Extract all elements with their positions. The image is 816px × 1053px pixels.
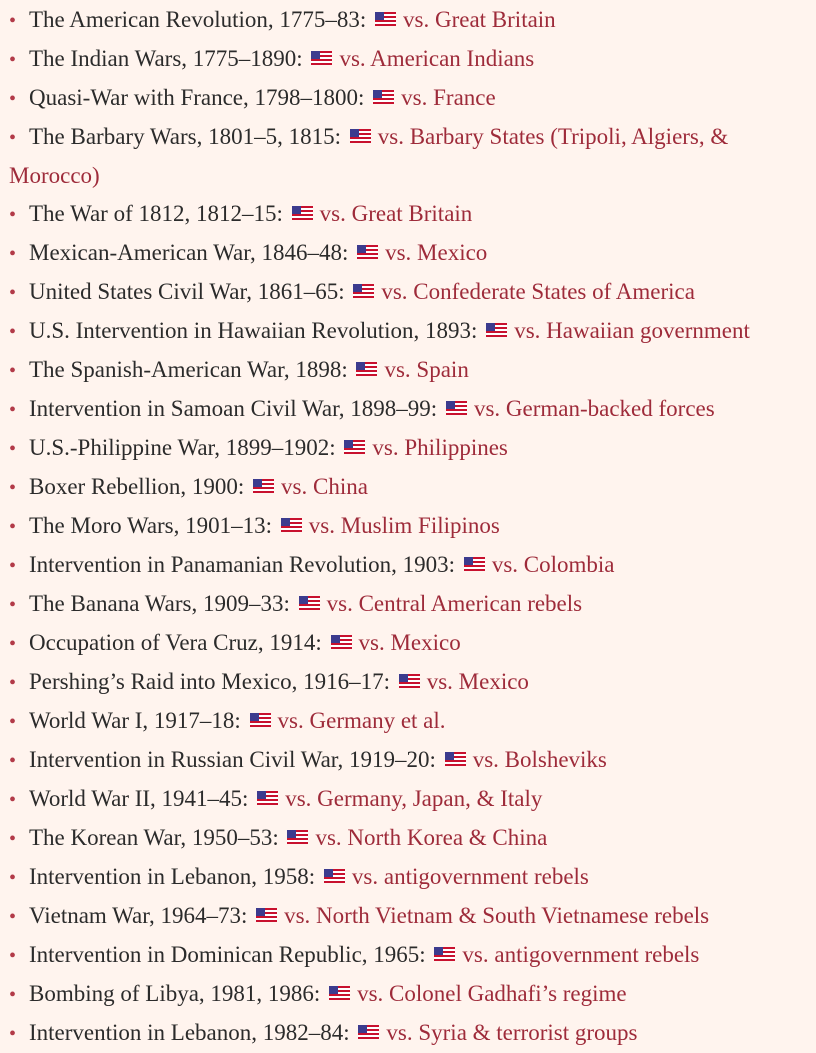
list-item — [9, 40, 816, 79]
list-item — [9, 507, 816, 546]
conflict-name: Mexican-American War, 1846–48: — [29, 240, 349, 265]
bullet: • — [9, 945, 17, 967]
list-item — [9, 936, 816, 975]
conflict-name: United States Civil War, 1861–65: — [29, 279, 345, 304]
us-flag-icon — [344, 440, 365, 454]
us-flag-icon — [353, 284, 374, 298]
bullet: • — [9, 282, 17, 304]
opponent-link[interactable]: vs. France — [401, 85, 496, 110]
bullet: • — [9, 828, 17, 850]
us-flag-icon — [486, 323, 507, 337]
list-item — [9, 780, 816, 819]
us-flag-icon — [281, 518, 302, 532]
bullet: • — [9, 516, 17, 538]
conflict-name: World War II, 1941–45: — [29, 786, 249, 811]
opponent-link[interactable]: vs. Barbary States (Tripoli, Algiers, & Morocco) — [9, 124, 729, 188]
us-flag-icon — [311, 51, 332, 65]
opponent-link[interactable]: vs. Germany, Japan, & Italy — [285, 786, 543, 811]
opponent-link[interactable]: vs. American Indians — [339, 46, 535, 71]
conflict-name: The American Revolution, 1775–83: — [29, 7, 367, 32]
bullet: • — [9, 88, 17, 110]
conflict-name: Vietnam War, 1964–73: — [29, 903, 248, 928]
us-flag-icon — [292, 206, 313, 220]
bullet: • — [9, 594, 17, 616]
conflict-name: Bombing of Libya, 1981, 1986: — [29, 981, 321, 1006]
opponent-link[interactable]: vs. Colombia — [491, 552, 615, 577]
us-flag-icon — [375, 12, 396, 26]
list-item — [9, 702, 816, 741]
conflict-name: Intervention in Samoan Civil War, 1898–99: — [29, 396, 438, 421]
bullet: • — [9, 321, 17, 343]
conflict-name: Intervention in Lebanon, 1958: — [29, 864, 316, 889]
opponent-link[interactable]: vs. Great Britain — [403, 7, 556, 32]
us-flag-icon — [399, 674, 420, 688]
us-flag-icon — [329, 986, 350, 1000]
bullet: • — [9, 906, 17, 928]
list-item — [9, 468, 816, 507]
opponent-link[interactable]: vs. Philippines — [372, 435, 508, 460]
list-item — [9, 351, 816, 390]
conflict-name: Occupation of Vera Cruz, 1914: — [29, 630, 322, 655]
bullet: • — [9, 1023, 17, 1045]
conflict-name: World War I, 1917–18: — [29, 708, 241, 733]
bullet: • — [9, 49, 17, 71]
opponent-link[interactable]: vs. Mexico — [385, 240, 488, 265]
opponent-link[interactable]: vs. Great Britain — [319, 201, 473, 226]
us-flag-icon — [350, 129, 371, 143]
list-item — [9, 1014, 816, 1053]
opponent-link[interactable]: vs. antigovernment rebels — [351, 864, 589, 889]
bullet: • — [9, 399, 17, 421]
list-item — [9, 79, 816, 118]
conflict-name: Quasi-War with France, 1798–1800: — [29, 85, 365, 110]
us-flag-icon — [287, 830, 308, 844]
bullet: • — [9, 672, 17, 694]
opponent-link[interactable]: vs. Bolsheviks — [472, 747, 607, 772]
bullet: • — [9, 10, 17, 32]
opponent-link[interactable]: vs. North Vietnam & South Vietnamese rebels — [284, 903, 710, 928]
conflict-name: The War of 1812, 1812–15: — [29, 201, 283, 226]
us-flag-icon — [250, 713, 271, 727]
conflict-name: The Spanish-American War, 1898: — [29, 357, 348, 382]
conflict-name: U.S.-Philippine War, 1899–1902: — [29, 435, 336, 460]
list-item — [9, 390, 816, 429]
opponent-link[interactable]: vs. Muslim Filipinos — [308, 513, 500, 538]
opponent-link[interactable]: vs. antigovernment rebels — [462, 942, 700, 967]
opponent-link[interactable]: vs. Hawaiian government — [514, 318, 750, 343]
us-flag-icon — [358, 1025, 379, 1039]
list-item — [9, 975, 816, 1014]
us-flag-icon — [373, 90, 394, 104]
us-flag-icon — [331, 635, 352, 649]
bullet: • — [9, 633, 17, 655]
list-item — [9, 897, 816, 936]
bullet: • — [9, 243, 17, 265]
bullet: • — [9, 127, 17, 149]
us-flag-icon — [357, 245, 378, 259]
us-flag-icon — [257, 791, 278, 805]
bullet: • — [9, 204, 17, 226]
us-flag-icon — [253, 479, 274, 493]
opponent-link[interactable]: vs. Mexico — [426, 669, 529, 694]
list-item — [9, 195, 816, 234]
list-item — [9, 312, 816, 351]
list-item — [9, 741, 816, 780]
bullet: • — [9, 750, 17, 772]
opponent-link[interactable]: vs. Syria & terrorist groups — [386, 1020, 638, 1045]
bullet: • — [9, 438, 17, 460]
list-item — [9, 273, 816, 312]
opponent-link[interactable]: vs. German-backed forces — [473, 396, 715, 421]
list-item — [9, 858, 816, 897]
opponent-link[interactable]: vs. Colonel Gadhafi’s regime — [357, 981, 627, 1006]
conflict-name: Boxer Rebellion, 1900: — [29, 474, 245, 499]
list-item — [9, 585, 816, 624]
conflict-name: Intervention in Lebanon, 1982–84: — [29, 1020, 350, 1045]
conflict-name: The Indian Wars, 1775–1890: — [29, 46, 303, 71]
bullet: • — [9, 984, 17, 1006]
conflict-name: The Banana Wars, 1909–33: — [29, 591, 290, 616]
list-item — [9, 546, 816, 585]
opponent-link[interactable]: vs. Central American rebels — [326, 591, 583, 616]
us-flag-icon — [445, 752, 466, 766]
us-flag-icon — [324, 869, 345, 883]
us-flag-icon — [446, 401, 467, 415]
list-item — [9, 234, 816, 273]
conflict-name: The Barbary Wars, 1801–5, 1815: — [29, 124, 341, 149]
list-item — [9, 118, 816, 195]
bullet: • — [9, 360, 17, 382]
bullet: • — [9, 477, 17, 499]
conflict-list — [0, 1, 816, 1053]
opponent-link[interactable]: vs. China — [281, 474, 368, 499]
bullet: • — [9, 711, 17, 733]
conflict-name: The Moro Wars, 1901–13: — [29, 513, 273, 538]
us-flag-icon — [434, 947, 455, 961]
list-item — [9, 1, 816, 40]
conflict-name: Intervention in Dominican Republic, 1965: — [29, 942, 426, 967]
conflict-name: The Korean War, 1950–53: — [29, 825, 279, 850]
opponent-link[interactable]: vs. North Korea & China — [315, 825, 548, 850]
opponent-link[interactable]: vs. Spain — [384, 357, 469, 382]
list-item — [9, 663, 816, 702]
list-item — [9, 429, 816, 468]
conflict-name: U.S. Intervention in Hawaiian Revolution, 1893: — [29, 318, 478, 343]
us-flag-icon — [356, 362, 377, 376]
us-flag-icon — [256, 908, 277, 922]
us-flag-icon — [299, 596, 320, 610]
bullet: • — [9, 555, 17, 577]
bullet: • — [9, 867, 17, 889]
conflict-name: Pershing’s Raid into Mexico, 1916–17: — [29, 669, 390, 694]
us-flag-icon — [464, 557, 485, 571]
opponent-link[interactable]: vs. Germany et al. — [277, 708, 446, 733]
list-item — [9, 819, 816, 858]
bullet: • — [9, 789, 17, 811]
conflict-name: Intervention in Russian Civil War, 1919–20: — [29, 747, 436, 772]
opponent-link[interactable]: vs. Confederate States of America — [381, 279, 695, 304]
list-item — [9, 624, 816, 663]
opponent-link[interactable]: vs. Mexico — [358, 630, 461, 655]
conflict-name: Intervention in Panamanian Revolution, 1903: — [29, 552, 456, 577]
